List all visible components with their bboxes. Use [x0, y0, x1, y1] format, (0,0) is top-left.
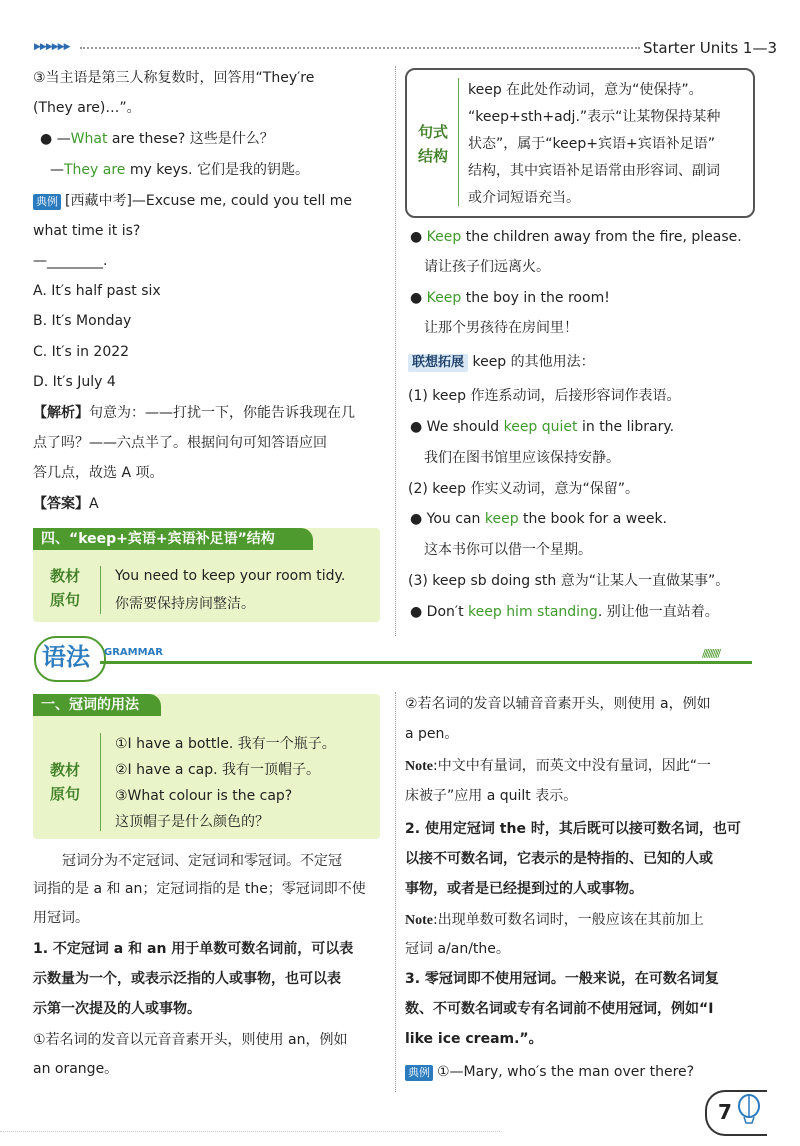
grammar-section-1-title: 一、冠词的用法 — [33, 694, 161, 716]
grammar-hatch: ////////// — [702, 647, 720, 660]
grammar-textbook-1: ①I have a bottle. 我有一个瓶子。 — [115, 736, 336, 752]
grammar-subtitle: GRAMMAR — [104, 647, 163, 658]
analysis-1: 【解析】句意为：——打扰一下，你能告诉我现在几 — [33, 405, 355, 421]
structure-line-2: “keep+sth+adj.”表示“让某物保持某种 — [468, 109, 721, 125]
bullet: ● — [410, 419, 423, 435]
column-divider — [395, 66, 396, 636]
zero-article-2: 数、不可数名词或专有名词前不使用冠词，例如“I — [405, 1001, 714, 1017]
textbook-cn: 你需要保持房间整洁。 — [115, 596, 255, 612]
article-intro-3: 用冠词。 — [33, 910, 89, 926]
note-2: Note:出现单数可数名词时，一般应该在其前加上 — [405, 912, 704, 928]
note-2b: 冠词 a/an/the。 — [405, 941, 510, 957]
section-4-title: 四、“keep+宾语+宾语补足语”结构 — [33, 528, 313, 550]
balloon-icon — [736, 1094, 762, 1130]
indefinite-1: 1. 不定冠词 a 和 an 用于单数可数名词前，可以表 — [33, 941, 354, 957]
consonant-rule-1: ②若名词的发音以辅音音素开头，则使用 a，例如 — [405, 696, 711, 712]
indefinite-3: 示第一次提及的人或事物。 — [33, 1001, 201, 1017]
textbook-label: 教材 原句 — [50, 567, 81, 609]
usage-3: (3) keep sb doing sth 意为“让某人一直做某事”。 — [408, 573, 730, 589]
example-line-2: —They are my keys. 它们是我的钥匙。 — [50, 162, 309, 178]
structure-line-4: 结构，其中宾语补足语常由形容词、副词 — [468, 163, 720, 179]
grammar-textbook-3: ③What colour is the cap? — [115, 788, 293, 804]
option-d: D. It′s July 4 — [33, 374, 116, 390]
structure-line-1: keep 在此处作动词，意为“使保持”。 — [468, 82, 703, 98]
usage-2: (2) keep 作实义动词，意为“保留”。 — [408, 481, 639, 497]
exam-question-2: what time it is? — [33, 223, 141, 239]
article-intro-2: 词指的是 a 和 an；定冠词指的是 the；零冠词即不使 — [33, 881, 366, 897]
grammar-bracket — [100, 733, 101, 831]
grammar-textbook-label: 教材 原句 — [50, 761, 81, 803]
bullet: ● — [410, 511, 423, 527]
definite-1: 2. 使用定冠词 the 时，其后既可以接可数名词，也可 — [405, 821, 741, 837]
answer: 【答案】A — [33, 496, 99, 512]
vowel-rule-2: an orange。 — [33, 1061, 119, 1077]
left-line-2: (They are)…”。 — [33, 100, 141, 116]
header-arrows: ▶▶▶▶▶▶ — [34, 42, 70, 52]
column-divider-bottom — [395, 692, 396, 1092]
header-line — [80, 47, 640, 49]
analysis-3: 答几点，故选 A 项。 — [33, 465, 164, 481]
article-intro-1: 冠词分为不定冠词、定冠词和零冠词。不定冠 — [62, 853, 342, 869]
example-tag: 典例 — [33, 194, 61, 210]
note-1b: 床被子”应用 a quilt 表示。 — [405, 788, 578, 804]
grammar-rule — [100, 661, 752, 664]
bullet: ● — [40, 131, 53, 147]
definite-2: 以接不可数名词，它表示的是特指的、已知的人或 — [405, 851, 713, 867]
usage-2-example: ● You can keep the book for a week. — [410, 511, 668, 527]
analysis-2: 点了吗？——六点半了。根据问句可知答语应回 — [33, 435, 327, 451]
zero-article-1: 3. 零冠词即不使用冠词。一般来说，在可数名词复 — [405, 971, 719, 987]
structure-line-3: 状态”，属于“keep+宾语+宾语补足语” — [468, 136, 715, 152]
bullet: ● — [410, 229, 423, 245]
usage-1-example: ● We should keep quiet in the library. — [410, 419, 675, 435]
indefinite-2: 示数量为一个，或表示泛指的人或事物，也可以表 — [33, 971, 341, 987]
consonant-rule-2: a pen。 — [405, 726, 459, 742]
usage-3-example: ● Don′t keep him standing. 别让他一直站着。 — [410, 604, 719, 620]
keep-example-1: ● Keep the children away from the fire, please. — [410, 229, 742, 245]
grammar-textbook-4: 这顶帽子是什么颜色的？ — [115, 814, 269, 830]
bullet: ● — [410, 290, 423, 306]
extension-tag: 联想拓展 — [408, 354, 468, 372]
usage-2-cn: 这本书你可以借一个星期。 — [424, 542, 592, 558]
footer-line — [0, 1131, 500, 1132]
option-a: A. It′s half past six — [33, 283, 161, 299]
exam-blank: —________. — [33, 253, 108, 269]
left-line-1: ③当主语是第三人称复数时，回答用“They′re — [33, 70, 315, 86]
label-divider — [100, 566, 101, 614]
keep-example-1-cn: 请让孩子们远离火。 — [424, 259, 550, 275]
grammar-example: 典例 ①—Mary, who′s the man over there? — [405, 1062, 694, 1082]
structure-divider — [458, 78, 459, 206]
note-1: Note:中文中有量词，而英文中没有量词，因此“一 — [405, 758, 711, 774]
page-number: 7 — [718, 1100, 732, 1124]
example-line-1: ● —What are these? 这些是什么？ — [40, 131, 274, 147]
option-b: B. It′s Monday — [33, 313, 132, 329]
extension-heading: 联想拓展 keep 的其他用法： — [408, 352, 595, 372]
exam-question: 典例 [西藏中考]—Excuse me, could you tell me — [33, 191, 352, 211]
vowel-rule-1: ①若名词的发音以元音音素开头，则使用 an，例如 — [33, 1032, 348, 1048]
grammar-title: 语法 — [42, 643, 90, 671]
bullet: ● — [410, 604, 423, 620]
usage-1-cn: 我们在图书馆里应该保持安静。 — [424, 450, 620, 466]
keep-example-2: ● Keep the boy in the room! — [410, 290, 610, 306]
definite-3: 事物，或者是已经提到过的人或事物。 — [405, 881, 643, 897]
zero-article-3: like ice cream.”。 — [405, 1031, 543, 1047]
keep-example-2-cn: 让那个男孩待在房间里！ — [424, 320, 578, 336]
grammar-textbook-2: ②I have a cap. 我有一顶帽子。 — [115, 762, 321, 778]
structure-line-5: 或介词短语充当。 — [468, 190, 580, 206]
textbook-en: You need to keep your room tidy. — [115, 568, 346, 584]
example-tag: 典例 — [405, 1065, 433, 1081]
structure-label: 句式 结构 — [418, 123, 449, 165]
option-c: C. It′s in 2022 — [33, 344, 130, 360]
usage-1: (1) keep 作连系动词，后接形容词作表语。 — [408, 388, 681, 404]
header-title: Starter Units 1—3 — [643, 39, 778, 57]
